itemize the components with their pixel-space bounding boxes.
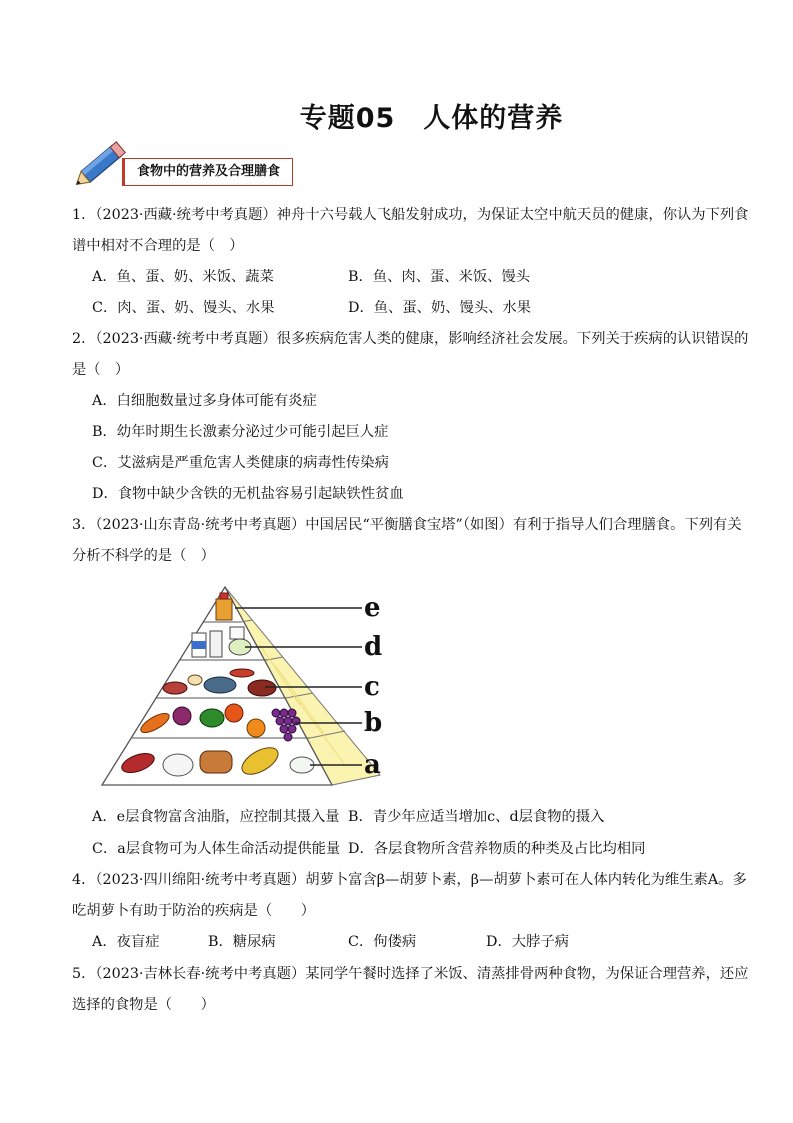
q1-option-a: A．鱼、蛋、奶、米饭、蔬菜 — [92, 269, 274, 285]
section-header — [70, 138, 310, 194]
q3-option-a: A．e层食物富含油脂，应控制其摄入量 — [92, 809, 340, 825]
pyramid-label-b: b — [364, 708, 383, 738]
q3-stem-line2: 分析不科学的是（ ） — [72, 548, 215, 564]
food-pyramid-figure — [100, 585, 400, 794]
q2-stem-line1: 2．（2023·西藏·统考中考真题）很多疾病危害人类的健康，影响经济社会发展。下列关于疾病的认识错误的 — [72, 331, 749, 347]
q4-option-b: B．糖尿病 — [208, 934, 276, 950]
pyramid-label-c: c — [364, 672, 380, 702]
q3-option-d: D．各层食物所含营养物质的种类及占比均相同 — [348, 841, 646, 857]
q2-stem-line2: 是（ ） — [72, 362, 130, 378]
q1-stem-line2: 谱中相对不合理的是（ ） — [72, 238, 244, 254]
q4-option-a: A．夜盲症 — [92, 934, 160, 950]
q2-option-d: D．食物中缺少含铁的无机盐容易引起缺铁性贫血 — [92, 486, 404, 502]
q4-option-c: C．佝偻病 — [348, 934, 417, 950]
q3-option-b: B．青少年应适当增加c、d层食物的摄入 — [348, 809, 605, 825]
q5-stem-line1: 5．（2023·吉林长春·统考中考真题）某同学午餐时选择了米饭、清蒸排骨两种食物，为保证合理营养，还应 — [72, 966, 749, 982]
pyramid-label-d: d — [364, 632, 383, 662]
q4-stem-line2: 吃胡萝卜有助于防治的疾病是（ ） — [72, 903, 316, 919]
q1-option-c: C．肉、蛋、奶、馒头、水果 — [92, 300, 275, 316]
q2-option-b: B．幼年时期生长激素分泌过少可能引起巨人症 — [92, 424, 389, 440]
q1-option-b: B．鱼、肉、蛋、米饭、馒头 — [348, 269, 531, 285]
pyramid-label-e: e — [364, 593, 381, 623]
q5-stem-line2: 选择的食物是（ ） — [72, 997, 215, 1013]
food-pyramid-drawing — [100, 585, 400, 790]
q1-option-d: D．鱼、蛋、奶、馒头、水果 — [348, 300, 532, 316]
q3-option-c: C．a层食物可为人体生命活动提供能量 — [92, 841, 341, 857]
q3-stem-line1: 3．（2023·山东青岛·统考中考真题）中国居民“平衡膳食宝塔”（如图）有利于指导人们合理膳食。下列有关 — [72, 517, 742, 533]
section-label: 食物中的营养及合理膳食 — [122, 158, 293, 186]
q2-option-c: C．艾滋病是严重危害人类健康的病毒性传染病 — [92, 455, 389, 471]
pencil-icon — [70, 138, 130, 194]
page-title: 专题05 人体的营养 — [299, 103, 564, 134]
q1-stem-line1: 1．（2023·西藏·统考中考真题）神舟十六号载人飞船发射成功，为保证太空中航天员的健康，你认为下列食 — [72, 207, 749, 223]
q2-option-a: A．白细胞数量过多身体可能有炎症 — [92, 393, 317, 409]
q4-stem-line1: 4．（2023·四川绵阳·统考中考真题）胡萝卜富含β—胡萝卜素，β—胡萝卜素可在人体内转化为维生素A。多 — [72, 872, 747, 888]
pyramid-label-a: a — [364, 750, 381, 780]
q4-option-d: D．大脖子病 — [486, 934, 569, 950]
